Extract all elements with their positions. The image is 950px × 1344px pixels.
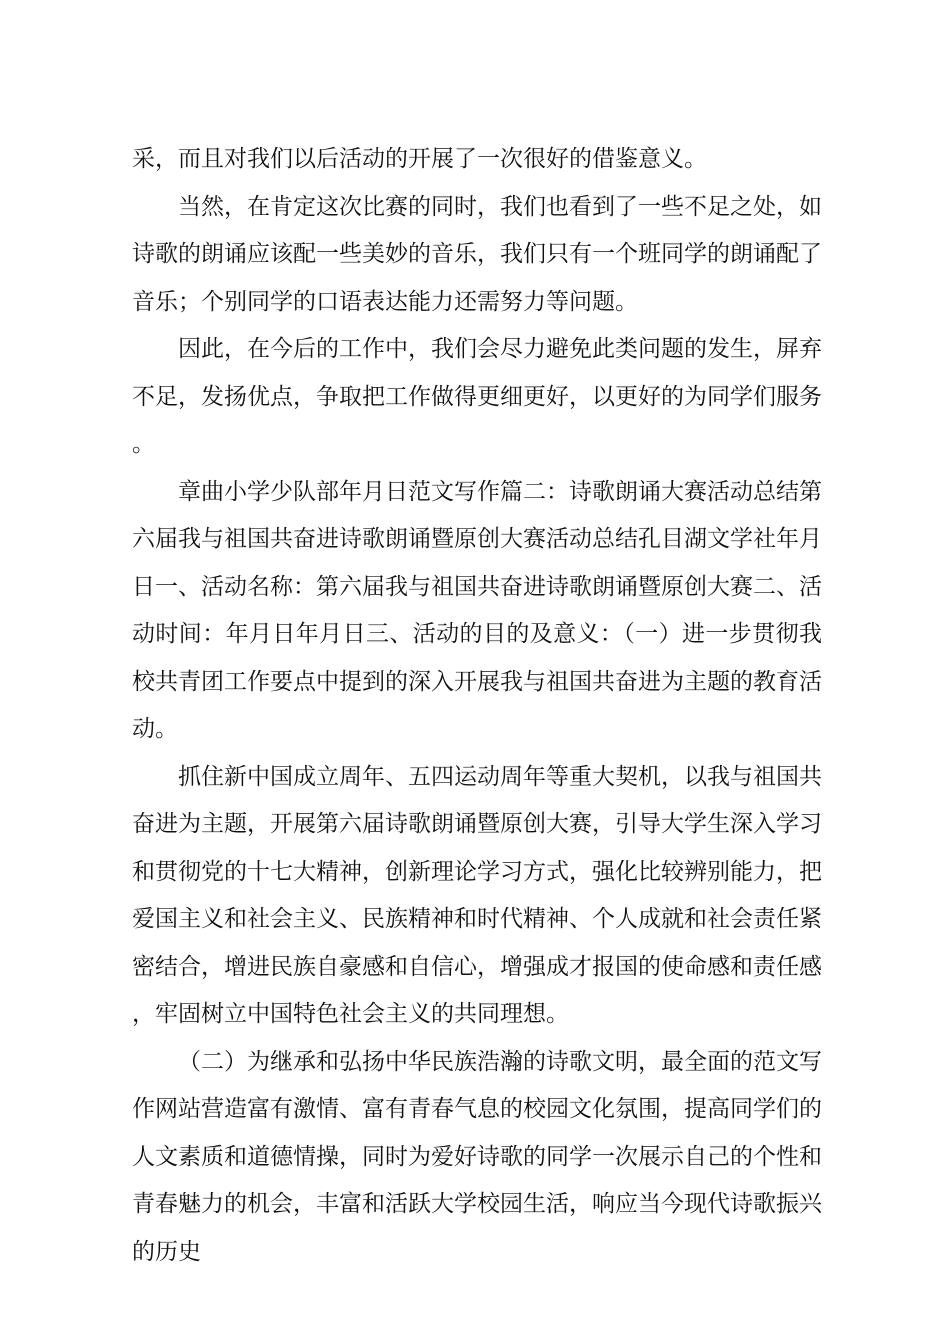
paragraph-continuation: 采，而且对我们以后活动的开展了一次很好的借鉴意义。 <box>132 146 707 172</box>
paragraph-article-two-intro: 章曲小学少队部年月日范文写作篇二：诗歌朗诵大赛活动总结第六届我与祖国共奋进诗歌朗诵暨原创大赛活动总结孔目湖文学社年月日一、活动名称：第六届我与祖国共奋进诗歌朗诵暨原创大赛二、活动时间：年月日年月日三、活动的目的及意义：（一）进一步贯彻我校共青团工作要点中提到的深入开展我与祖国共奋进为主题的教育活动。 <box>132 478 822 742</box>
paragraph-improvement: 因此，在今后的工作中，我们会尽力避免此类问题的发生，屏弃不足，发扬优点，争取把工作做得更细更好，以更好的为同学们服务。 <box>132 336 822 457</box>
paragraph-purpose-two: （二）为继承和弘扬中华民族浩瀚的诗歌文明，最全面的范文写作网站营造富有激情、富有青春气息的校园文化氛围，提高同学们的人文素质和道德情操，同时为爱好诗歌的同学一次展示自己的个性和青春魅力的机会，丰富和活跃大学校园生活，响应当今现代诗歌振兴的历史 <box>132 1048 822 1265</box>
paragraph-shortcomings: 当然，在肯定这次比赛的同时，我们也看到了一些不足之处，如诗歌的朗诵应该配一些美妙的音乐，我们只有一个班同学的朗诵配了音乐；个别同学的口语表达能力还需努力等问题。 <box>132 193 822 315</box>
document-body <box>132 136 822 1276</box>
paragraph-purpose-one: 抓住新中国成立周年、五四运动周年等重大契机，以我与祖国共奋进为主题，开展第六届诗歌朗诵暨原创大赛，引导大学生深入学习和贯彻党的十七大精神，创新理论学习方式，强化比较辨别能力，把爱国主义和社会主义、民族精神和时代精神、个人成就和社会责任紧密结合，增进民族自豪感和自信心，增强成才报国的使命感和责任感，牢固树立中国特色社会主义的共同理想。 <box>132 763 822 1027</box>
